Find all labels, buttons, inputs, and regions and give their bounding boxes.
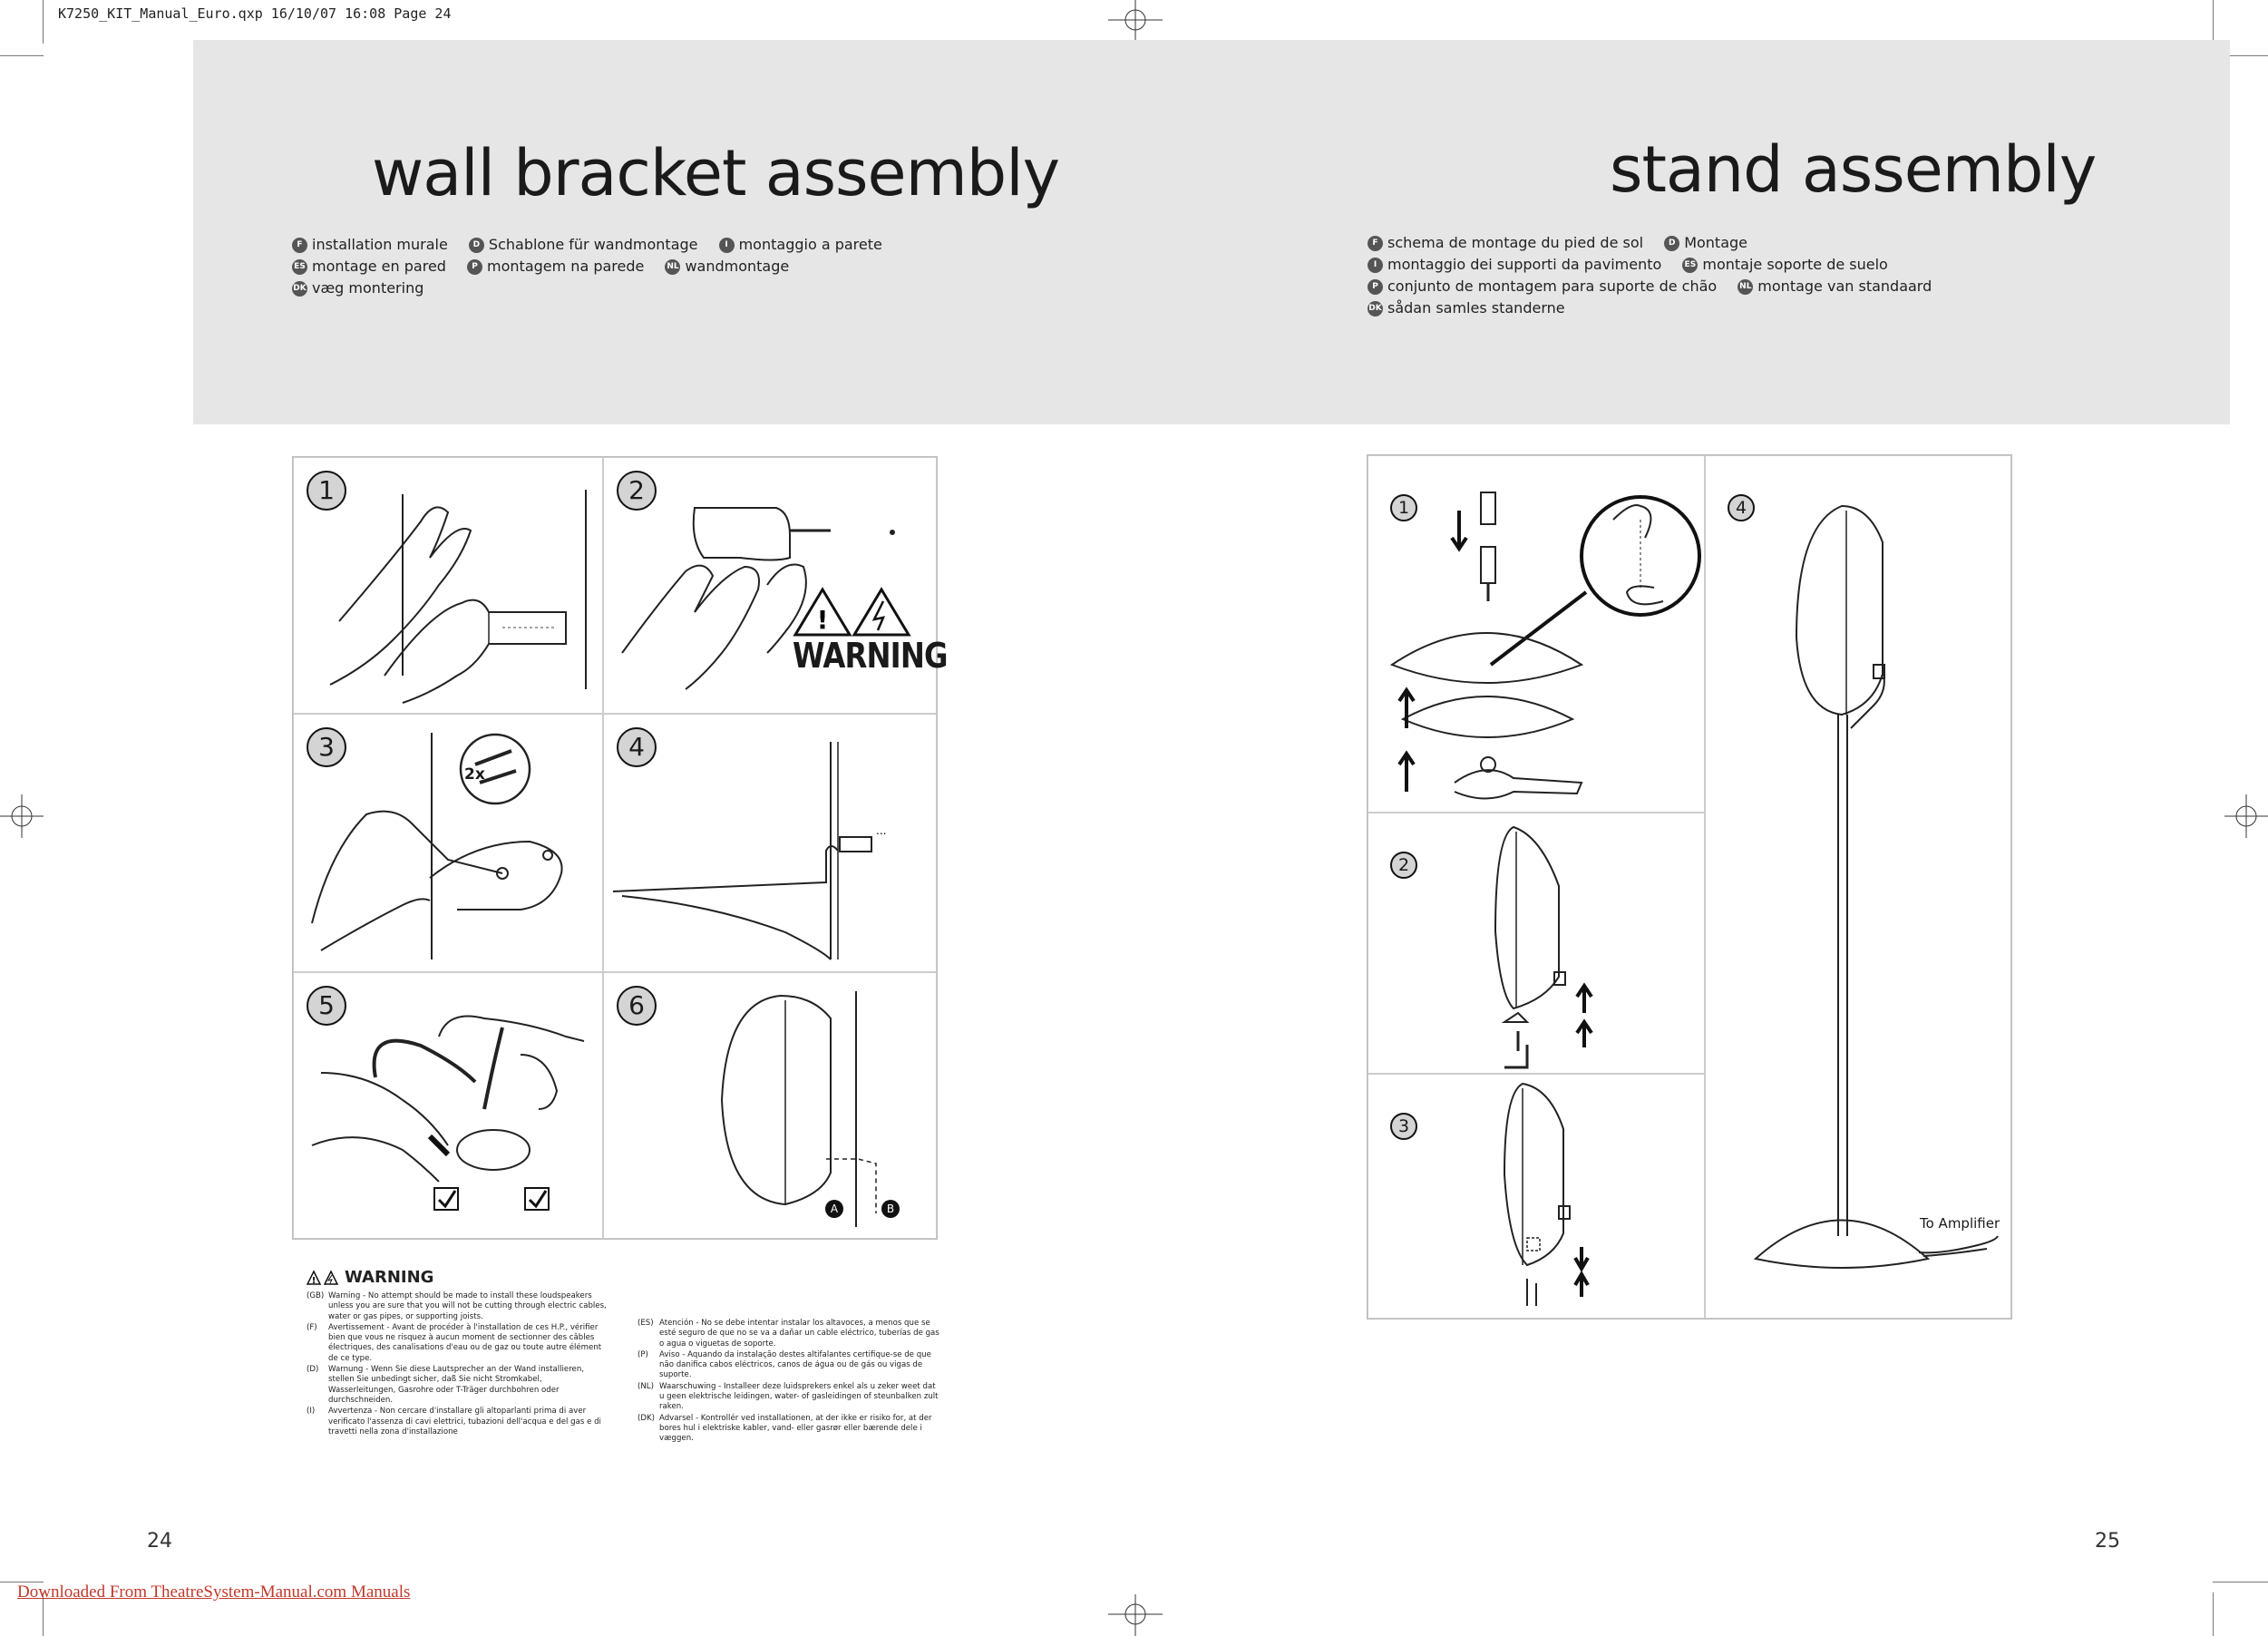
lang-item: NL wandmontage [667,258,790,275]
step-cell-3 [293,714,603,972]
warning-column-1: (GB) Warning - No attempt should be made to install these loudspeakers unless you are sure that you will not be cutting through electric cables, water or gas pipes, or supporting joists. (F) Avertissement - Avant de procéder à l'installation de ces H.P., vérifier bien que vous ne risquez à aucun moment de sectionner des câbles électriques, des canalisations d'eau ou de gaz ou toute autre élément de ce type. (D) Warnung - Wenn Sie diese Lautsprecher an der Wand installieren, stellen Sie unbedingt sicher, daß Sie nicht Stromkabel, Wasserleitungen, Gasrohre oder T-Träger durchbohren oder durchschneiden. (I) Avvertenza - Non cercare d'installare gli altoparlanti prima di aver verificato l'assenza di cavi elettrici, tubazioni dell'acqua e del gas e di travetti nella zona d'installazione [307,1291,607,1436]
warning-column-2: (ES) Atención - No se debe intentar instalar los altavoces, a menos que se esté seguro de que no se va a dañar un cable eléctrico, tuberías de gas o agua o viguetas de soporte. (P) Aviso - Aquando da instalação destes altifalantes certifique-se de que não danifica cabos eléctricos, canos de água ou de gás ou vigas de suporte. (NL) Waarschuwing - Installeer deze luidsprekers enkel als u zeker weet dat u geen elektrische leidingen, water- of gasleidingen of steunbalken zult raken. (DK) Advarsel - Kontrollér ved installationen, at der ikke er risiko for, at der bores hul i elektriske kabler, vand- eller gasrør eller bærende dele i væggen. [638,1319,939,1444]
to-amplifier-label: To Amplifier [1920,1215,2000,1232]
lang-item: ES montage en pared [292,258,446,275]
label-b-badge: B [881,1200,900,1218]
step-number: 2 [1390,852,1417,879]
completed-stand-illustration [1706,456,2012,1320]
mount-bracket-illustration [604,715,938,973]
crop-mark [0,55,44,56]
step-number: 2 [617,471,657,511]
stand-step-cell-4 [1705,455,2011,1319]
warning-sign-text: WARNING [793,636,948,676]
page-number-right: 25 [2095,1530,2120,1553]
crop-mark [43,0,44,44]
lang-item: I montaggio a parete [719,236,882,253]
crop-mark [2213,1592,2214,1636]
warning-title: ! WARNING [307,1270,941,1286]
language-list-left [292,234,945,299]
label-a-badge: A [825,1200,843,1218]
wall-bracket-step-grid [292,456,948,1240]
cable-routing-illustration [1368,1075,1706,1320]
lang-item: DK sådan samles standerne [1368,299,1565,316]
language-list-right [1368,232,2011,319]
step-cell-1 [293,457,603,714]
speaker-to-stand-illustration [1368,813,1706,1075]
stand-step-grid [1367,454,2012,1320]
lang-item: P montagem na parede [467,258,644,275]
registration-mark-top [1108,0,1163,44]
page-title-wall-bracket: wall bracket assembly [372,136,1060,210]
lang-item: D Schablone für wandmontage [469,236,698,253]
crop-mark [2213,0,2214,44]
lang-item: F schema de montage du pied de sol [1368,234,1643,251]
svg-text:!: ! [311,1276,316,1286]
lang-item: D Montage [1664,234,1747,251]
stand-step-cell-2 [1368,813,1705,1074]
step-cell-5 [293,972,603,1239]
download-source-link[interactable]: Downloaded From TheatreSystem-Manual.com Manuals [17,1582,411,1602]
warning-notice [307,1270,941,1446]
page-title-stand: stand assembly [1610,132,2097,207]
registration-mark-left [0,789,44,843]
wiring-illustration [294,973,604,1240]
svg-text:!: ! [816,605,829,635]
screw-count-label: 2x [464,765,485,784]
page-number-left: 24 [147,1530,172,1553]
lang-item: NL montage van standaard [1739,278,1932,295]
stand-step-cell-1 [1368,455,1705,813]
file-slug: K7250_KIT_Manual_Euro.qxp 16/10/07 16:08 Page 24 [58,5,452,22]
step-cell-4 [603,714,937,972]
lang-item: P conjunto de montagem para suporte de chão [1368,278,1717,295]
step-number: 6 [617,986,657,1026]
svg-text:...: ... [876,824,887,837]
warning-triangle-icon [307,1270,341,1286]
hand-marking-wall-illustration [294,458,604,715]
step-number: 4 [617,727,657,767]
step-cell-2 [603,457,948,714]
step-number: 5 [307,986,346,1026]
step-number: 1 [307,471,346,511]
lang-item: DK væg montering [293,279,424,297]
registration-mark-right [2224,789,2268,843]
step-cell-6 [603,972,937,1239]
lang-item: ES montaje soporte de suelo [1682,256,1887,273]
registration-mark-bottom [1108,1592,1163,1636]
lang-item: F installation murale [292,236,448,253]
step-number: 3 [307,727,346,767]
step-number: 1 [1390,494,1417,521]
step-number: 4 [1728,494,1755,521]
stand-step-cell-3 [1368,1074,1705,1319]
step-number: 3 [1390,1113,1417,1140]
stand-base-assembly-illustration [1368,456,1706,813]
lang-item: I montaggio dei supporti da pavimento [1368,256,1661,273]
screw-bracket-illustration [294,715,604,973]
